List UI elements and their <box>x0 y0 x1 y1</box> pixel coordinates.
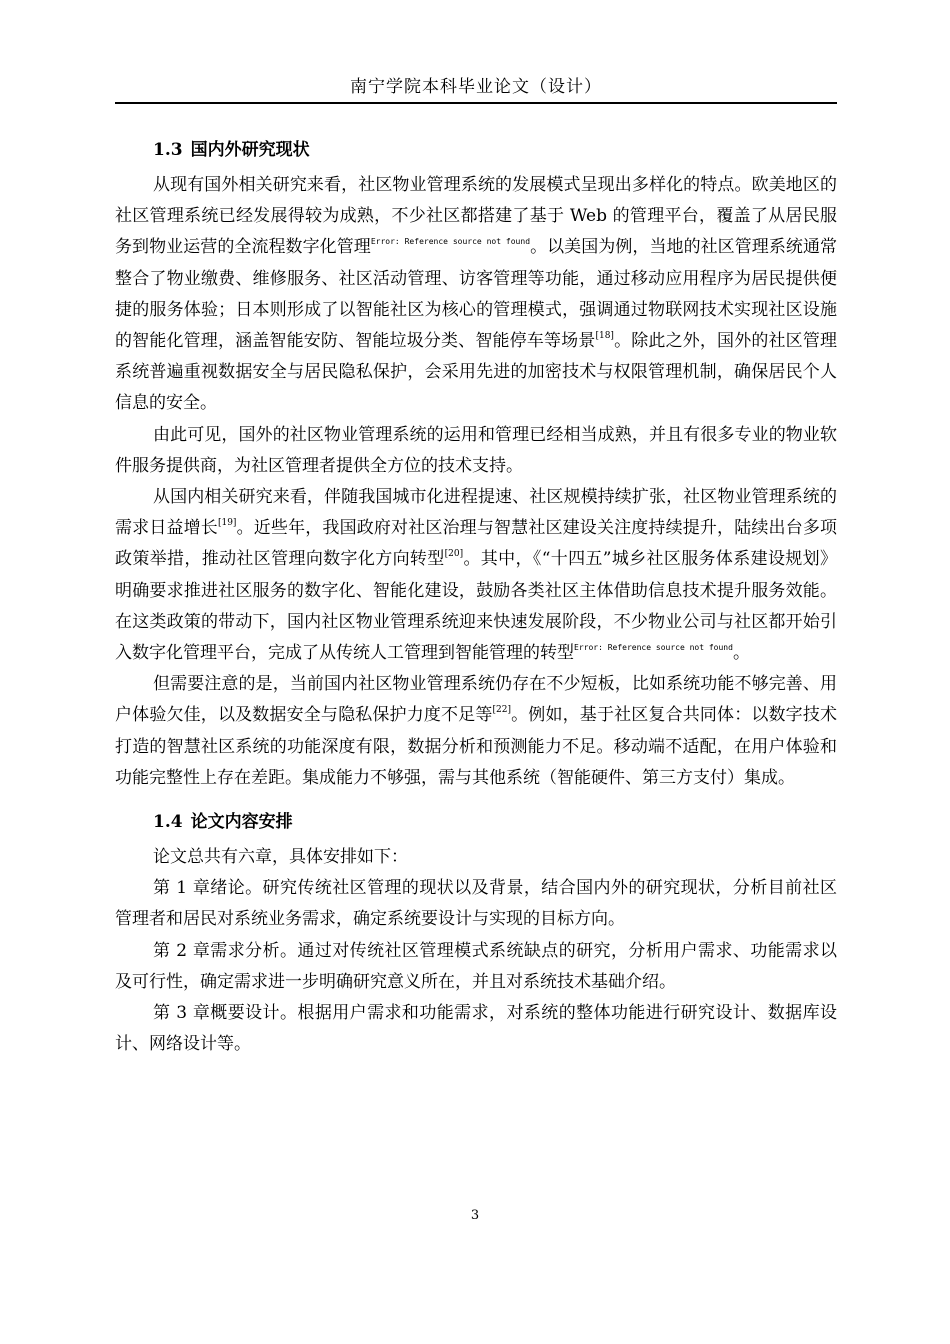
paragraph <box>115 482 837 669</box>
citation: [19] <box>217 518 237 529</box>
section-title: 论文内容安排 <box>190 812 293 833</box>
paragraph: 论文总共有六章，具体安排如下： <box>153 847 408 868</box>
paragraph <box>115 669 837 794</box>
section-number: 1.4 <box>153 812 183 833</box>
paragraph-text: 。近些年，我国政府对社区治理与智慧社区建设关注度持续提升，陆续出台多项政策举措，推动社区管理向数字化方向转型 <box>115 518 838 570</box>
page-header <box>115 72 837 104</box>
reference-error: Error: Reference source not found <box>370 237 531 247</box>
paragraph: 由此可见，国外的社区物业管理系统的运用和管理已经相当成熟，并且有很多专业的物业软件服务提供商，为社区管理者提供全方位的技术支持。 <box>115 424 837 476</box>
section-number: 1.3 <box>153 140 183 160</box>
paragraph-text: 从现有国外相关研究来看，社区物业管理系统的发展模式呈现出多样化的特点。欧美地区的社区管理系统已经发展得较为成熟，不少社区都搭建了基于 Web 的管理平台，覆盖了从居民服务到物业运营的全流程数字化管理 <box>115 175 837 258</box>
paragraph-text: 。例如，基于社区复合共同体：以数字技术打造的智慧社区系统的功能深度有限，数据分析和预测能力不足。移动端不适配，在用户体验和功能完整性上存在差距。集成能力不够强，需与其他系统（智能硬件、第三方支付）集成。 <box>115 705 838 788</box>
page-number: 3 <box>470 1208 480 1223</box>
paragraph: 第 3 章概要设计。根据用户需求和功能需求，对系统的整体功能进行研究设计、数据库设计、网络设计等。 <box>115 1003 837 1055</box>
paragraph: 第 1 章绪论。研究传统社区管理的现状以及背景，结合国内外的研究现状，分析目前社区管理者和居民对系统业务需求，确定系统要设计与实现的目标方向。 <box>115 878 837 930</box>
paragraph-text: 。以美国为例，当地的社区管理系统通常整合了物业缴费、维修服务、社区活动管理、访客管理等功能，通过移动应用程序为居民提供便捷的服务体验；日本则形成了以智能社区为核心的管理模式，强调通过物联网技术实现社区设施的智能化管理，涵盖智能安防、智能垃圾分类、智能停车等场景 <box>115 237 838 352</box>
citation: [20] <box>444 549 464 560</box>
paragraph-text: 从国内相关研究来看，伴随我国城市化进程提速、社区规模持续扩张，社区物业管理系统的需求日益增长 <box>115 487 837 539</box>
paragraph-text: 。除此之外，国外的社区管理系统普遍重视数据安全与居民隐私保护，会采用先进的加密技术与权限管理机制，确保居民个人信息的安全。 <box>115 331 838 414</box>
citation: [18] <box>595 331 614 342</box>
paragraph: 第 2 章需求分析。通过对传统社区管理模式系统缺点的研究，分析用户需求、功能需求以及可行性，确定需求进一步明确研究意义所在，并且对系统技术基础介绍。 <box>115 940 837 992</box>
document-body <box>115 130 837 1060</box>
reference-error: Error: Reference source not found <box>574 643 733 653</box>
paragraph-text: 。 <box>732 643 750 664</box>
paragraph-text: 但需要注意的是，当前国内社区物业管理系统仍存在不少短板，比如系统功能不够完善、用户体验欠佳，以及数据安全与隐私保护力度不足等 <box>115 674 837 726</box>
section-heading-1-3 <box>115 130 837 170</box>
paragraph <box>115 170 837 420</box>
paragraph-text: 。其中，《“十四五”城乡社区服务体系建设规划》明确要求推进社区服务的数字化、智能化建设，鼓励各类社区主体借助信息技术提升服务效能。在这类政策的带动下，国内社区物业管理系统迎来快速发展阶段，不少物业公司与社区都开始引入数字化管理平台，完成了从传统人工管理到智能管理的转型 <box>115 549 837 664</box>
section-heading-1-4 <box>115 802 837 842</box>
section-title: 国内外研究现状 <box>190 140 310 160</box>
citation: [22] <box>492 705 511 716</box>
header-title: 南宁学院本科毕业论文（设计） <box>350 77 602 97</box>
